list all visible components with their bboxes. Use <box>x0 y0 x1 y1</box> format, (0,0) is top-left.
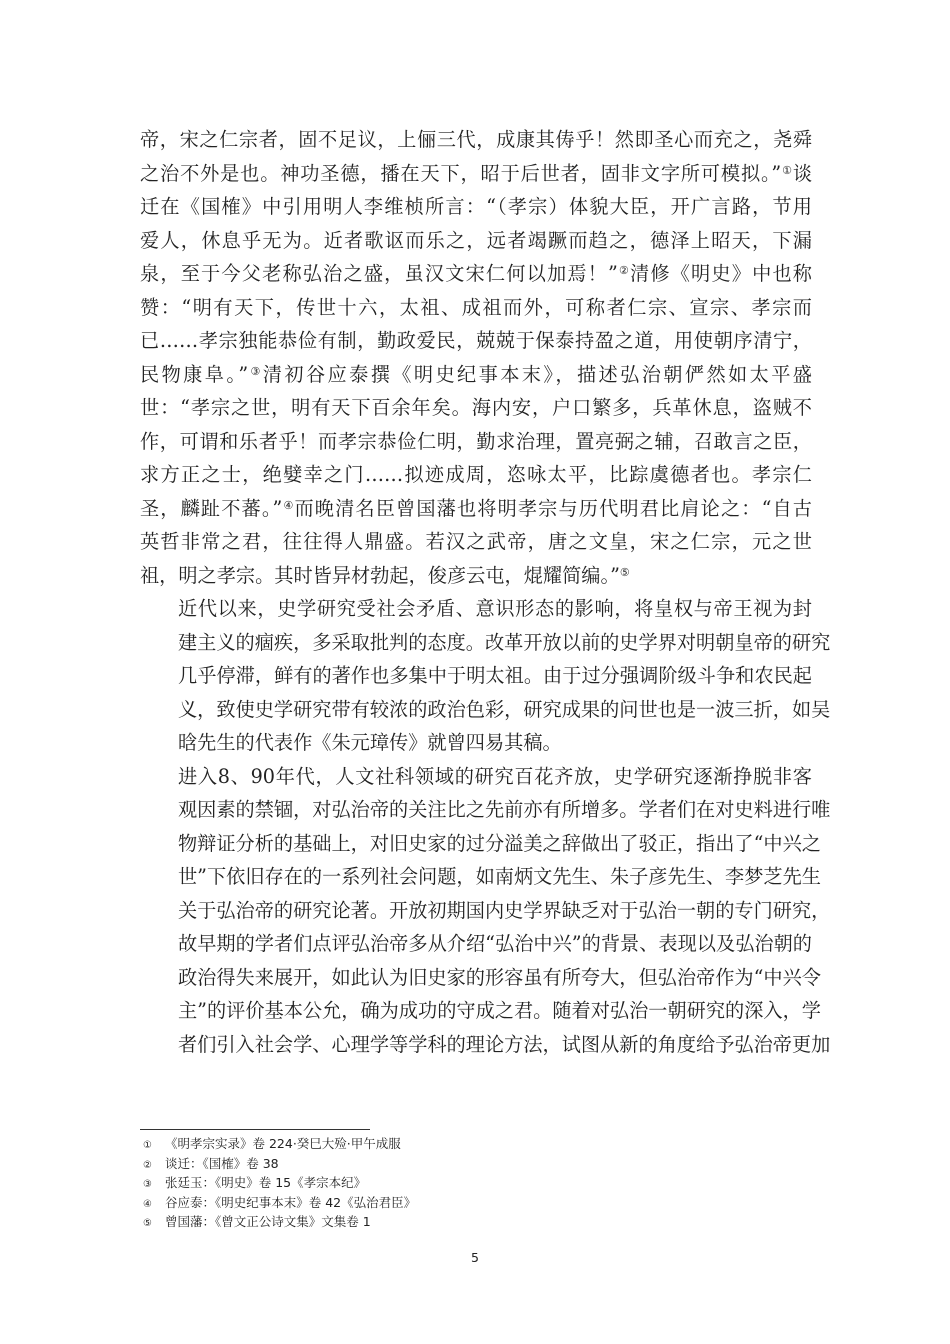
footnote <box>143 1155 815 1175</box>
text-line <box>140 994 821 1028</box>
paragraph <box>140 760 831 1062</box>
footnote-ref: ⑤ <box>619 565 630 579</box>
text-line <box>140 257 812 291</box>
footnote-mark: ④ <box>143 1198 152 1210</box>
footnote-text: 《明孝宗实录》卷 224·癸巳大殓·甲午成服 <box>165 1136 401 1151</box>
text-line <box>140 123 812 157</box>
text-run: 者们引入社会学、心理学等学科的理论方法，试图从新的角度给予弘治帝更加 <box>178 1032 831 1056</box>
text-line <box>140 1028 831 1062</box>
page-number: 5 <box>471 1250 479 1265</box>
text-run: 泉，至于今父老称弘治之盛，虽汉文宋仁何以加焉！” <box>140 262 618 285</box>
text-line <box>140 961 821 995</box>
text-run: 几乎停滞，鲜有的著作也多集中于明太祖。由于过分强调阶级斗争和农民起 <box>178 664 812 687</box>
text-run: 迁在《国榷》中引用明人李维桢所言：“（孝宗）体貌大臣，开广言路，节用 <box>140 195 812 218</box>
footnote-ref: ③ <box>248 364 263 378</box>
text-line <box>140 425 812 459</box>
text-run: 观因素的禁锢，对弘治帝的关注比之先前亦有所增多。学者们在对史料进行唯 <box>178 798 831 821</box>
text-line <box>140 659 812 693</box>
text-run: 英哲非常之君，往往得人鼎盛。若汉之武帝，唐之文皇，宋之仁宗，元之世 <box>140 530 812 553</box>
text-line <box>140 291 812 325</box>
footnote-ref: ① <box>781 163 793 177</box>
text-run: 之治不外是也。神功圣德，播在天下，昭于后世者，固非文字所可模拟。” <box>140 161 782 185</box>
footnote-mark: ⑤ <box>143 1218 152 1230</box>
text-run: 义，致使史学研究带有较浓的政治色彩，研究成果的问世也是一波三折，如吴 <box>178 697 831 721</box>
text-line <box>140 626 831 660</box>
footnote-text: 张廷玉：《明史》卷 15《孝宗本纪》 <box>165 1175 367 1191</box>
text-run: 清修《明史》中也称 <box>630 262 812 285</box>
text-run: 帝，宋之仁宗者，固不足议，上俪三代，成康其俦乎！然即圣心而充之，尧舜 <box>140 128 812 151</box>
text-run: 民物康阜。” <box>140 362 249 386</box>
body-text <box>140 123 831 1061</box>
text-run: 而晚清名臣曾国藩也将明孝宗与历代明君比肩论之：“自古 <box>294 496 812 520</box>
footnote-text: 谷应泰：《明史纪事本末》卷 42《弘治君臣》 <box>165 1194 417 1210</box>
text-run: 世：“孝宗之世，明有天下百余年矣。海内安，户口繁多，兵革休息，盗贼不 <box>140 396 812 419</box>
text-run: 圣，麟趾不蕃。” <box>140 496 283 520</box>
text-line <box>140 190 812 224</box>
text-run: 进入8、90年代，人文社科领域的研究百花齐放，史学研究逐渐挣脱非客 <box>178 764 812 788</box>
text-line <box>140 726 812 760</box>
text-line <box>140 458 812 492</box>
text-line <box>140 760 812 794</box>
text-run: 清初谷应泰撰《明史纪事本末》，描述弘治朝俨然如太平盛 <box>262 362 812 386</box>
text-run: 赞：“明有天下，传世十六，太祖、成祖而外，可称者仁宗、宣宗、孝宗而 <box>140 295 812 319</box>
footnote <box>143 1194 815 1214</box>
text-line <box>140 358 812 392</box>
text-line <box>140 693 831 727</box>
footnote-ref: ② <box>617 264 631 277</box>
text-line <box>140 793 831 827</box>
text-run: 爱人，休息乎无为。近者歌讴而乐之，远者竭蹶而趋之，德泽上昭天，下漏 <box>140 228 812 252</box>
text-run: 物辩证分析的基础上，对旧史家的过分溢美之辞做出了驳正，指出了“中兴之 <box>178 831 821 855</box>
footnote-text: 曾国藩：《曾文正公诗文集》文集卷 1 <box>165 1214 371 1230</box>
footnote <box>143 1135 815 1155</box>
text-line <box>140 827 821 861</box>
paragraph <box>140 123 812 592</box>
footnote <box>143 1213 815 1233</box>
text-line <box>140 927 812 961</box>
text-line <box>140 559 812 593</box>
text-run: 祖，明之孝宗。其时皆异材勃起，俊彦云屯，焜耀简编。” <box>140 563 620 587</box>
paragraph <box>140 592 831 760</box>
text-line <box>140 860 821 894</box>
text-run: 近代以来，史学研究受社会矛盾、意识形态的影响，将皇权与帝王视为封 <box>178 597 812 620</box>
text-line <box>140 525 812 559</box>
text-line <box>140 894 831 928</box>
text-line <box>140 391 812 425</box>
footnote-mark: ① <box>143 1140 152 1151</box>
text-run: 政治得失来展开，如此认为旧史家的形容虽有所夸大，但弘治帝作为“中兴令 <box>178 965 821 989</box>
text-run: 关于弘治帝的研究论著。开放初期国内史学界缺乏对于弘治一朝的专门研究， <box>178 898 831 922</box>
text-run: 建主义的痼疾，多采取批判的态度。改革开放以前的史学界对明朝皇帝的研究 <box>178 630 831 654</box>
footnote-mark: ② <box>143 1159 152 1171</box>
text-run: 世”下依旧存在的一系列社会问题，如南炳文先生、朱子彦先生、李梦芝先生 <box>178 865 821 888</box>
footnote-mark: ③ <box>143 1179 152 1191</box>
text-run: 主”的评价基本公允，确为成功的守成之君。随着对弘治一朝研究的深入，学 <box>178 999 821 1022</box>
text-line <box>140 592 812 626</box>
text-run: 晗先生的代表作《朱元璋传》就曾四易其稿。 <box>178 731 562 754</box>
text-run: 已……孝宗独能恭俭有制，勤政爱民，兢兢于保泰持盈之道，用使朝序清宁， <box>140 329 812 352</box>
text-line <box>140 492 812 526</box>
footnotes <box>143 1135 815 1233</box>
text-line <box>140 157 812 191</box>
footnote-separator <box>140 1129 370 1130</box>
footnote-text: 谈迁：《国榷》卷 38 <box>165 1155 279 1171</box>
footnote <box>143 1174 815 1194</box>
text-line <box>140 324 812 358</box>
text-run: 求方正之士，绝嬖幸之门……拟迹成周，恣咏太平，比踪虞德者也。孝宗仁 <box>140 463 812 486</box>
text-run: 谈 <box>792 161 812 185</box>
text-run: 作，可谓和乐者乎！而孝宗恭俭仁明，勤求治理，置亮弼之辅，召敢言之臣， <box>140 429 812 453</box>
footnote-ref: ④ <box>282 498 295 512</box>
text-line <box>140 224 812 258</box>
text-run: 故早期的学者们点评弘治帝多从介绍“弘治中兴”的背景、表现以及弘治朝的 <box>178 932 812 955</box>
